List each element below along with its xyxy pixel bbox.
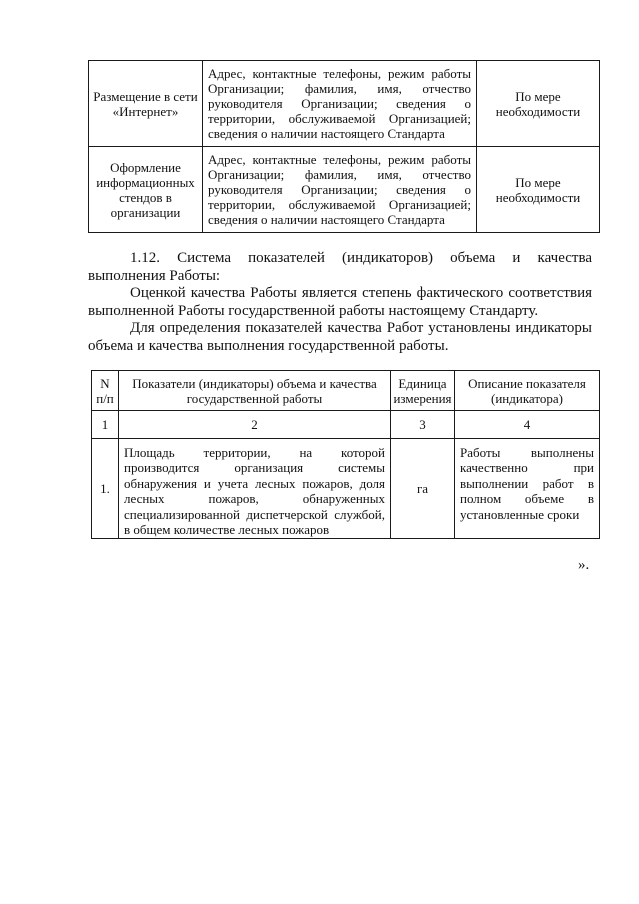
paragraph: Для определения показателей качества Работ установлены индикаторы объема и качества выполнения государственной работы. <box>88 320 592 354</box>
column-number: 1 <box>92 411 119 439</box>
section-text <box>88 250 592 355</box>
paragraph: Оценкой качества Работы является степень фактического соответствия выполненной Работы государственной работы настоящему Стандарту. <box>88 285 592 319</box>
closing-quote-mark: ». <box>578 557 590 573</box>
frequency-cell: По мере необходимости <box>477 147 600 233</box>
header-cell-indicator: Показатели (индикаторы) объема и качества государственной работы <box>119 371 391 411</box>
frequency-cell: По мере необходимости <box>477 61 600 147</box>
row-number-cell: 1. <box>92 439 119 539</box>
column-number: 2 <box>119 411 391 439</box>
information-methods-table <box>88 60 600 233</box>
content-cell: Адрес, контактные телефоны, режим работы Организации; фамилия, имя, отчество руководителя Организации; сведения о территории, обслуживаемой Организацией; сведения о наличии настоящего Стандарта <box>203 147 477 233</box>
method-cell: Оформление информационных стендов в организации <box>89 147 203 233</box>
table-header-row <box>92 371 600 411</box>
table-row <box>92 439 600 539</box>
header-cell-number: N п/п <box>92 371 119 411</box>
description-cell: Работы выполнены качественно при выполнении работ в полном объеме в установленные сроки <box>455 439 600 539</box>
section-heading-paragraph: 1.12. Система показателей (индикаторов) объема и качества выполнения Работы: <box>88 250 592 284</box>
table-row <box>89 147 600 233</box>
column-number: 3 <box>391 411 455 439</box>
header-cell-unit: Единица измерения <box>391 371 455 411</box>
unit-cell: га <box>391 439 455 539</box>
indicators-table <box>91 370 600 539</box>
column-number: 4 <box>455 411 600 439</box>
content-cell: Адрес, контактные телефоны, режим работы Организации; фамилия, имя, отчество руководителя Организации; сведения о территории, обслуживаемой Организацией; сведения о наличии настоящего Стандарта <box>203 61 477 147</box>
column-numbers-row <box>92 411 600 439</box>
method-cell: Размещение в сети «Интернет» <box>89 61 203 147</box>
indicator-cell: Площадь территории, на которой производится организация системы обнаружения и учета лесных пожаров, доля лесных пожаров, обнаруженных специализированной диспетчерской службой, в общем количестве лесных пожаров <box>119 439 391 539</box>
table-row <box>89 61 600 147</box>
header-cell-description: Описание показателя (индикатора) <box>455 371 600 411</box>
